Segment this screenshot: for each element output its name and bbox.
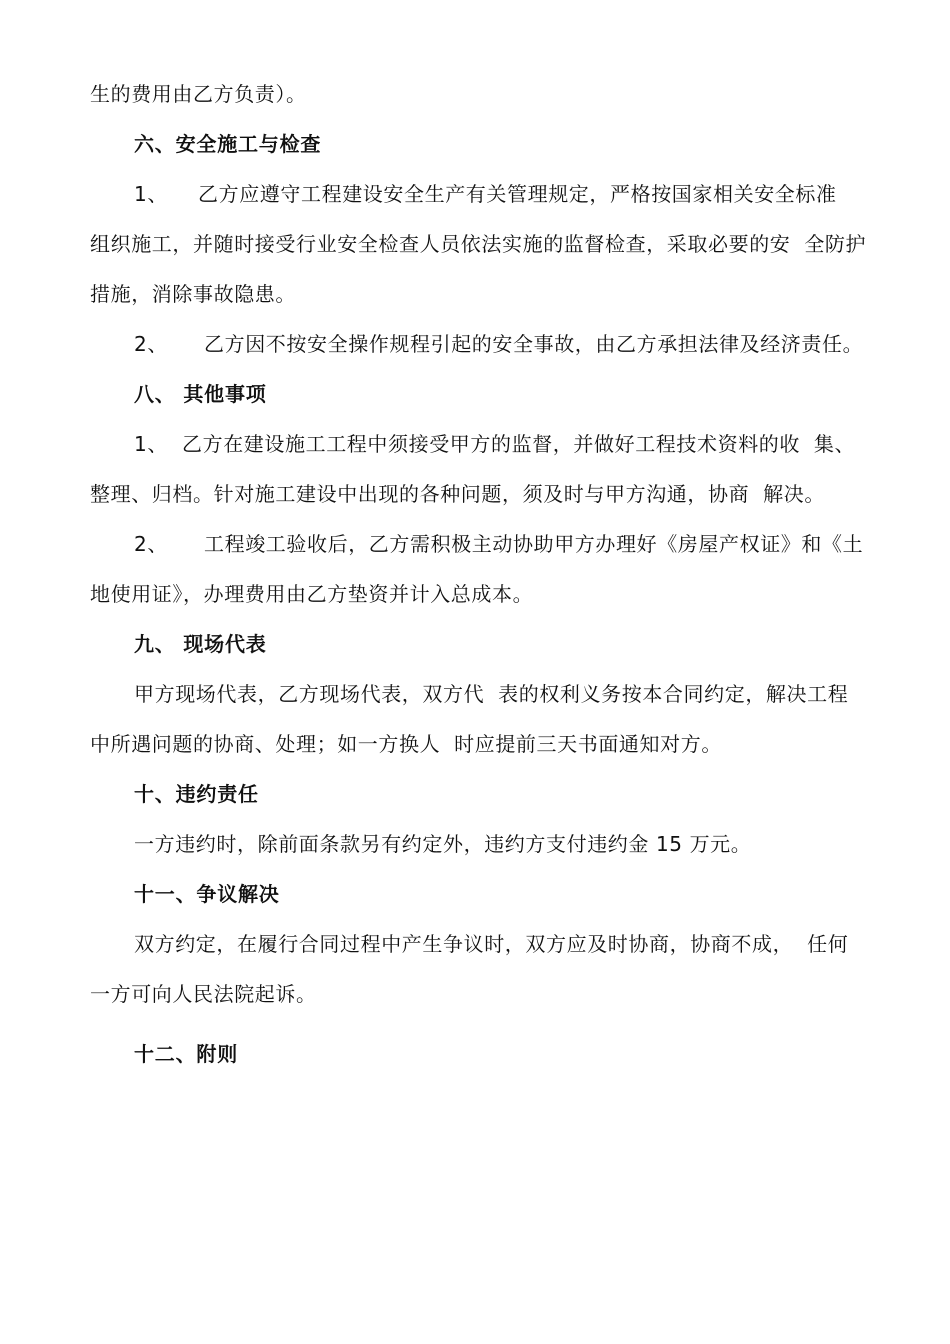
section-8-heading: 八、 其他事项 — [134, 382, 267, 406]
section-8-item-2-text-1: 工程竣工验收后，乙方需积极主动协助甲方办理好《房屋产权证》和《土 — [204, 532, 864, 556]
continuation-text: 生的费用由乙方负责）。 — [90, 82, 307, 106]
section-11-line-2: 一方可向人民法院起诉。 — [90, 982, 317, 1006]
section-10-line-1: 一方违约时，除前面条款另有约定外，违约方支付违约金 15 万元。 — [134, 832, 752, 856]
section-8-item-2-line-2: 地使用证》，办理费用由乙方垫资并计入总成本。 — [90, 582, 534, 606]
section-8-item-1-number: 1、 — [134, 432, 168, 456]
section-6-item-2-line-1 — [134, 330, 863, 358]
section-8-item-2-number: 2、 — [134, 532, 168, 556]
section-6-item-2-number: 2、 — [134, 332, 168, 356]
section-8-item-1-line-1 — [134, 430, 855, 458]
section-6-item-1-text-1: 乙方应遵守工程建设安全生产有关管理规定，严格按国家相关安全标准 — [198, 182, 837, 206]
section-6-item-1-line-2: 组织施工，并随时接受行业安全检查人员依法实施的监督检查，采取必要的安 全防护 — [90, 232, 867, 256]
section-9-heading: 九、 现场代表 — [134, 632, 267, 656]
section-6-item-1-number: 1、 — [134, 182, 168, 206]
section-8-item-2-line-1 — [134, 530, 863, 558]
section-9-line-2: 中所遇问题的协商、处理；如一方换人 时应提前三天书面通知对方。 — [90, 732, 722, 756]
section-6-item-1-line-3: 措施，消除事故隐患。 — [90, 282, 296, 306]
section-10-heading: 十、违约责任 — [134, 782, 259, 806]
section-11-line-1: 双方约定，在履行合同过程中产生争议时，双方应及时协商，协商不成， 任何 — [134, 932, 849, 956]
section-6-item-1-line-1 — [134, 180, 837, 208]
section-8-item-1-line-2: 整理、归档。针对施工建设中出现的各种问题，须及时与甲方沟通，协商 解决。 — [90, 482, 825, 506]
section-6-item-2-text-1: 乙方因不按安全操作规程引起的安全事故，由乙方承担法律及经济责任。 — [204, 332, 864, 356]
section-11-heading: 十一、争议解决 — [134, 882, 280, 906]
section-8-item-1-text-1: 乙方在建设施工工程中须接受甲方的监督，并做好工程技术资料的收 集、 — [182, 432, 856, 456]
section-12-heading: 十二、附则 — [134, 1042, 238, 1066]
section-6-heading: 六、安全施工与检查 — [134, 132, 322, 156]
section-9-line-1: 甲方现场代表，乙方现场代表，双方代 表的权利义务按本合同约定，解决工程 — [134, 682, 849, 706]
